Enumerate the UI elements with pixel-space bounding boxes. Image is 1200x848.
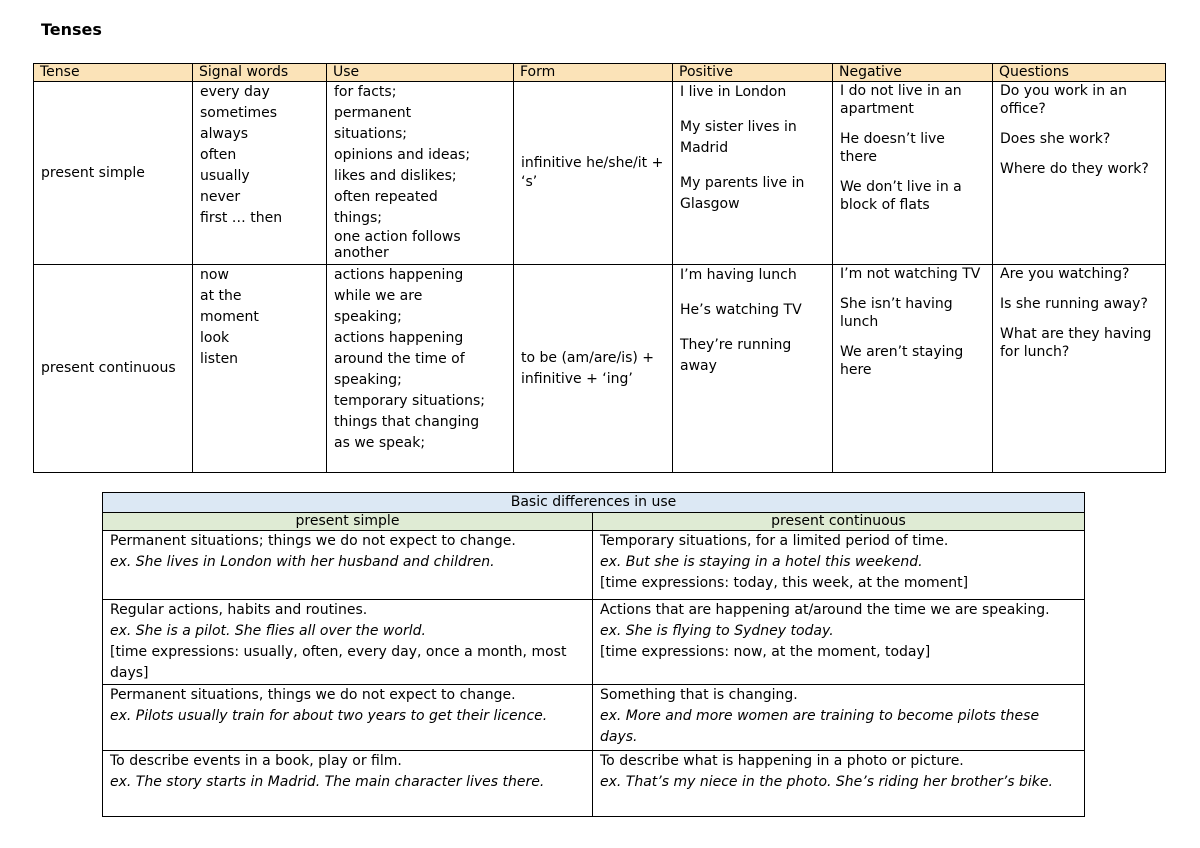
use-line: for facts; <box>334 84 397 100</box>
question-example: Do you work in an office? <box>1000 83 1127 117</box>
example-sentence: ex. The story starts in Madrid. The main character lives there. <box>110 774 545 790</box>
signal-word: never <box>200 189 241 205</box>
spacer <box>840 283 985 295</box>
table-row <box>34 265 1166 473</box>
example-sentence: ex. But she is staying in a hotel this weekend. <box>600 554 923 570</box>
use-cell <box>327 265 514 473</box>
use-cell <box>327 82 514 265</box>
positive-example: They’re running away <box>680 337 792 374</box>
continuous-cell <box>593 751 1085 817</box>
header-signal-words: Signal words <box>193 64 327 82</box>
use-line: permanent <box>334 105 412 121</box>
table-row <box>103 751 1085 817</box>
use-description: Temporary situations, for a limited period of time. <box>600 533 949 549</box>
example-sentence: ex. She is a pilot. She flies all over the world. <box>110 623 426 639</box>
signal-word: at the <box>200 288 242 304</box>
negative-example: She isn’t having lunch <box>840 296 953 330</box>
tense-name: present simple <box>34 82 193 265</box>
example-sentence: ex. More and more women are training to become pilots these days. <box>600 708 1040 745</box>
signal-word: sometimes <box>200 105 278 121</box>
positive-example: He’s watching TV <box>680 302 802 318</box>
use-description: Permanent situations; things we do not expect to change. <box>110 533 516 549</box>
column-present-continuous: present continuous <box>593 513 1085 531</box>
spacer <box>840 118 985 130</box>
header-form: Form <box>514 64 673 82</box>
example-sentence: ex. She is flying to Sydney today. <box>600 623 834 639</box>
signal-word: usually <box>200 168 250 184</box>
simple-cell <box>103 531 593 600</box>
use-line: one action follows <box>334 229 461 245</box>
use-description: Permanent situations, things we do not expect to change. <box>110 687 516 703</box>
example-sentence: ex. That’s my niece in the photo. She’s riding her brother’s bike. <box>600 774 1053 790</box>
header-positive: Positive <box>673 64 833 82</box>
table-row <box>34 82 1166 265</box>
positive-example: My sister lives in Madrid <box>680 119 797 156</box>
tenses-header-row <box>34 64 1166 82</box>
questions-cell <box>993 265 1166 473</box>
signal-word: look <box>200 330 230 346</box>
signal-word: first … then <box>200 210 283 226</box>
signal-word: always <box>200 126 249 142</box>
simple-cell <box>103 685 593 751</box>
spacer <box>1000 148 1158 160</box>
use-line: actions happening <box>334 267 464 283</box>
page-title: Tenses <box>41 20 102 39</box>
spacer <box>1000 283 1158 295</box>
use-line: often repeated <box>334 189 438 205</box>
spacer <box>840 331 985 343</box>
simple-cell <box>103 600 593 685</box>
negative-example: I do not live in an apartment <box>840 83 962 117</box>
spacer <box>840 166 985 178</box>
question-example: Does she work? <box>1000 131 1111 147</box>
use-line: things that changing <box>334 414 480 430</box>
spacer <box>680 159 825 173</box>
signal-word: every day <box>200 84 270 100</box>
use-line: as we speak; <box>334 435 426 451</box>
use-line: temporary situations; <box>334 393 485 409</box>
table-row <box>103 685 1085 751</box>
signal-word: often <box>200 147 237 163</box>
use-description: To describe events in a book, play or film. <box>110 753 402 769</box>
positive-example: My parents live in Glasgow <box>680 175 805 212</box>
questions-cell <box>993 82 1166 265</box>
use-line: speaking; <box>334 309 402 325</box>
use-line: while we are <box>334 288 423 304</box>
use-line: speaking; <box>334 372 402 388</box>
negative-example: We aren’t staying here <box>840 344 964 378</box>
use-line: situations; <box>334 126 407 142</box>
signal-word: listen <box>200 351 239 367</box>
positive-cell <box>673 82 833 265</box>
column-present-simple: present simple <box>103 513 593 531</box>
spacer <box>1000 313 1158 325</box>
simple-cell <box>103 751 593 817</box>
negative-cell <box>833 82 993 265</box>
use-line: another <box>334 245 389 261</box>
negative-example: I’m not watching TV <box>840 266 981 282</box>
use-description: To describe what is happening in a photo or picture. <box>600 753 964 769</box>
differences-table <box>102 492 1085 817</box>
signal-words-cell <box>193 82 327 265</box>
positive-example: I’m having lunch <box>680 267 797 283</box>
example-sentence: ex. She lives in London with her husband and children. <box>110 554 495 570</box>
use-line: opinions and ideas; <box>334 147 471 163</box>
table-row <box>103 600 1085 685</box>
time-expressions: [time expressions: usually, often, every day, once a month, most days] <box>110 644 567 681</box>
use-line: around the time of <box>334 351 465 367</box>
table-row <box>103 531 1085 600</box>
form-cell: to be (am/are/is) + infinitive + ‘ing’ <box>514 265 673 473</box>
tenses-table <box>33 63 1166 473</box>
negative-cell <box>833 265 993 473</box>
differences-title: Basic differences in use <box>103 493 1085 513</box>
header-use: Use <box>327 64 514 82</box>
tense-name: present continuous <box>34 265 193 473</box>
positive-cell <box>673 265 833 473</box>
question-example: Where do they work? <box>1000 161 1149 177</box>
header-tense: Tense <box>34 64 193 82</box>
signal-word: moment <box>200 309 259 325</box>
signal-words-cell <box>193 265 327 473</box>
signal-word: now <box>200 267 229 283</box>
header-negative: Negative <box>833 64 993 82</box>
use-line: things; <box>334 210 383 226</box>
question-example: Is she running away? <box>1000 296 1148 312</box>
header-questions: Questions <box>993 64 1166 82</box>
use-description: Regular actions, habits and routines. <box>110 602 368 618</box>
use-line: actions happening <box>334 330 464 346</box>
use-description: Something that is changing. <box>600 687 798 703</box>
time-expressions: [time expressions: now, at the moment, today] <box>600 644 931 660</box>
continuous-cell <box>593 600 1085 685</box>
time-expressions: [time expressions: today, this week, at the moment] <box>600 575 969 591</box>
form-cell: infinitive he/she/it + ‘s’ <box>514 82 673 265</box>
spacer <box>680 286 825 300</box>
positive-example: I live in London <box>680 84 787 100</box>
use-line: likes and dislikes; <box>334 168 457 184</box>
question-example: What are they having for lunch? <box>1000 326 1152 360</box>
question-example: Are you watching? <box>1000 266 1130 282</box>
use-description: Actions that are happening at/around the time we are speaking. <box>600 602 1050 618</box>
spacer <box>1000 118 1158 130</box>
continuous-cell <box>593 685 1085 751</box>
example-sentence: ex. Pilots usually train for about two years to get their licence. <box>110 708 548 724</box>
continuous-cell <box>593 531 1085 600</box>
spacer <box>680 321 825 335</box>
negative-example: We don’t live in a block of flats <box>840 179 962 213</box>
spacer <box>680 103 825 117</box>
negative-example: He doesn’t live there <box>840 131 945 165</box>
